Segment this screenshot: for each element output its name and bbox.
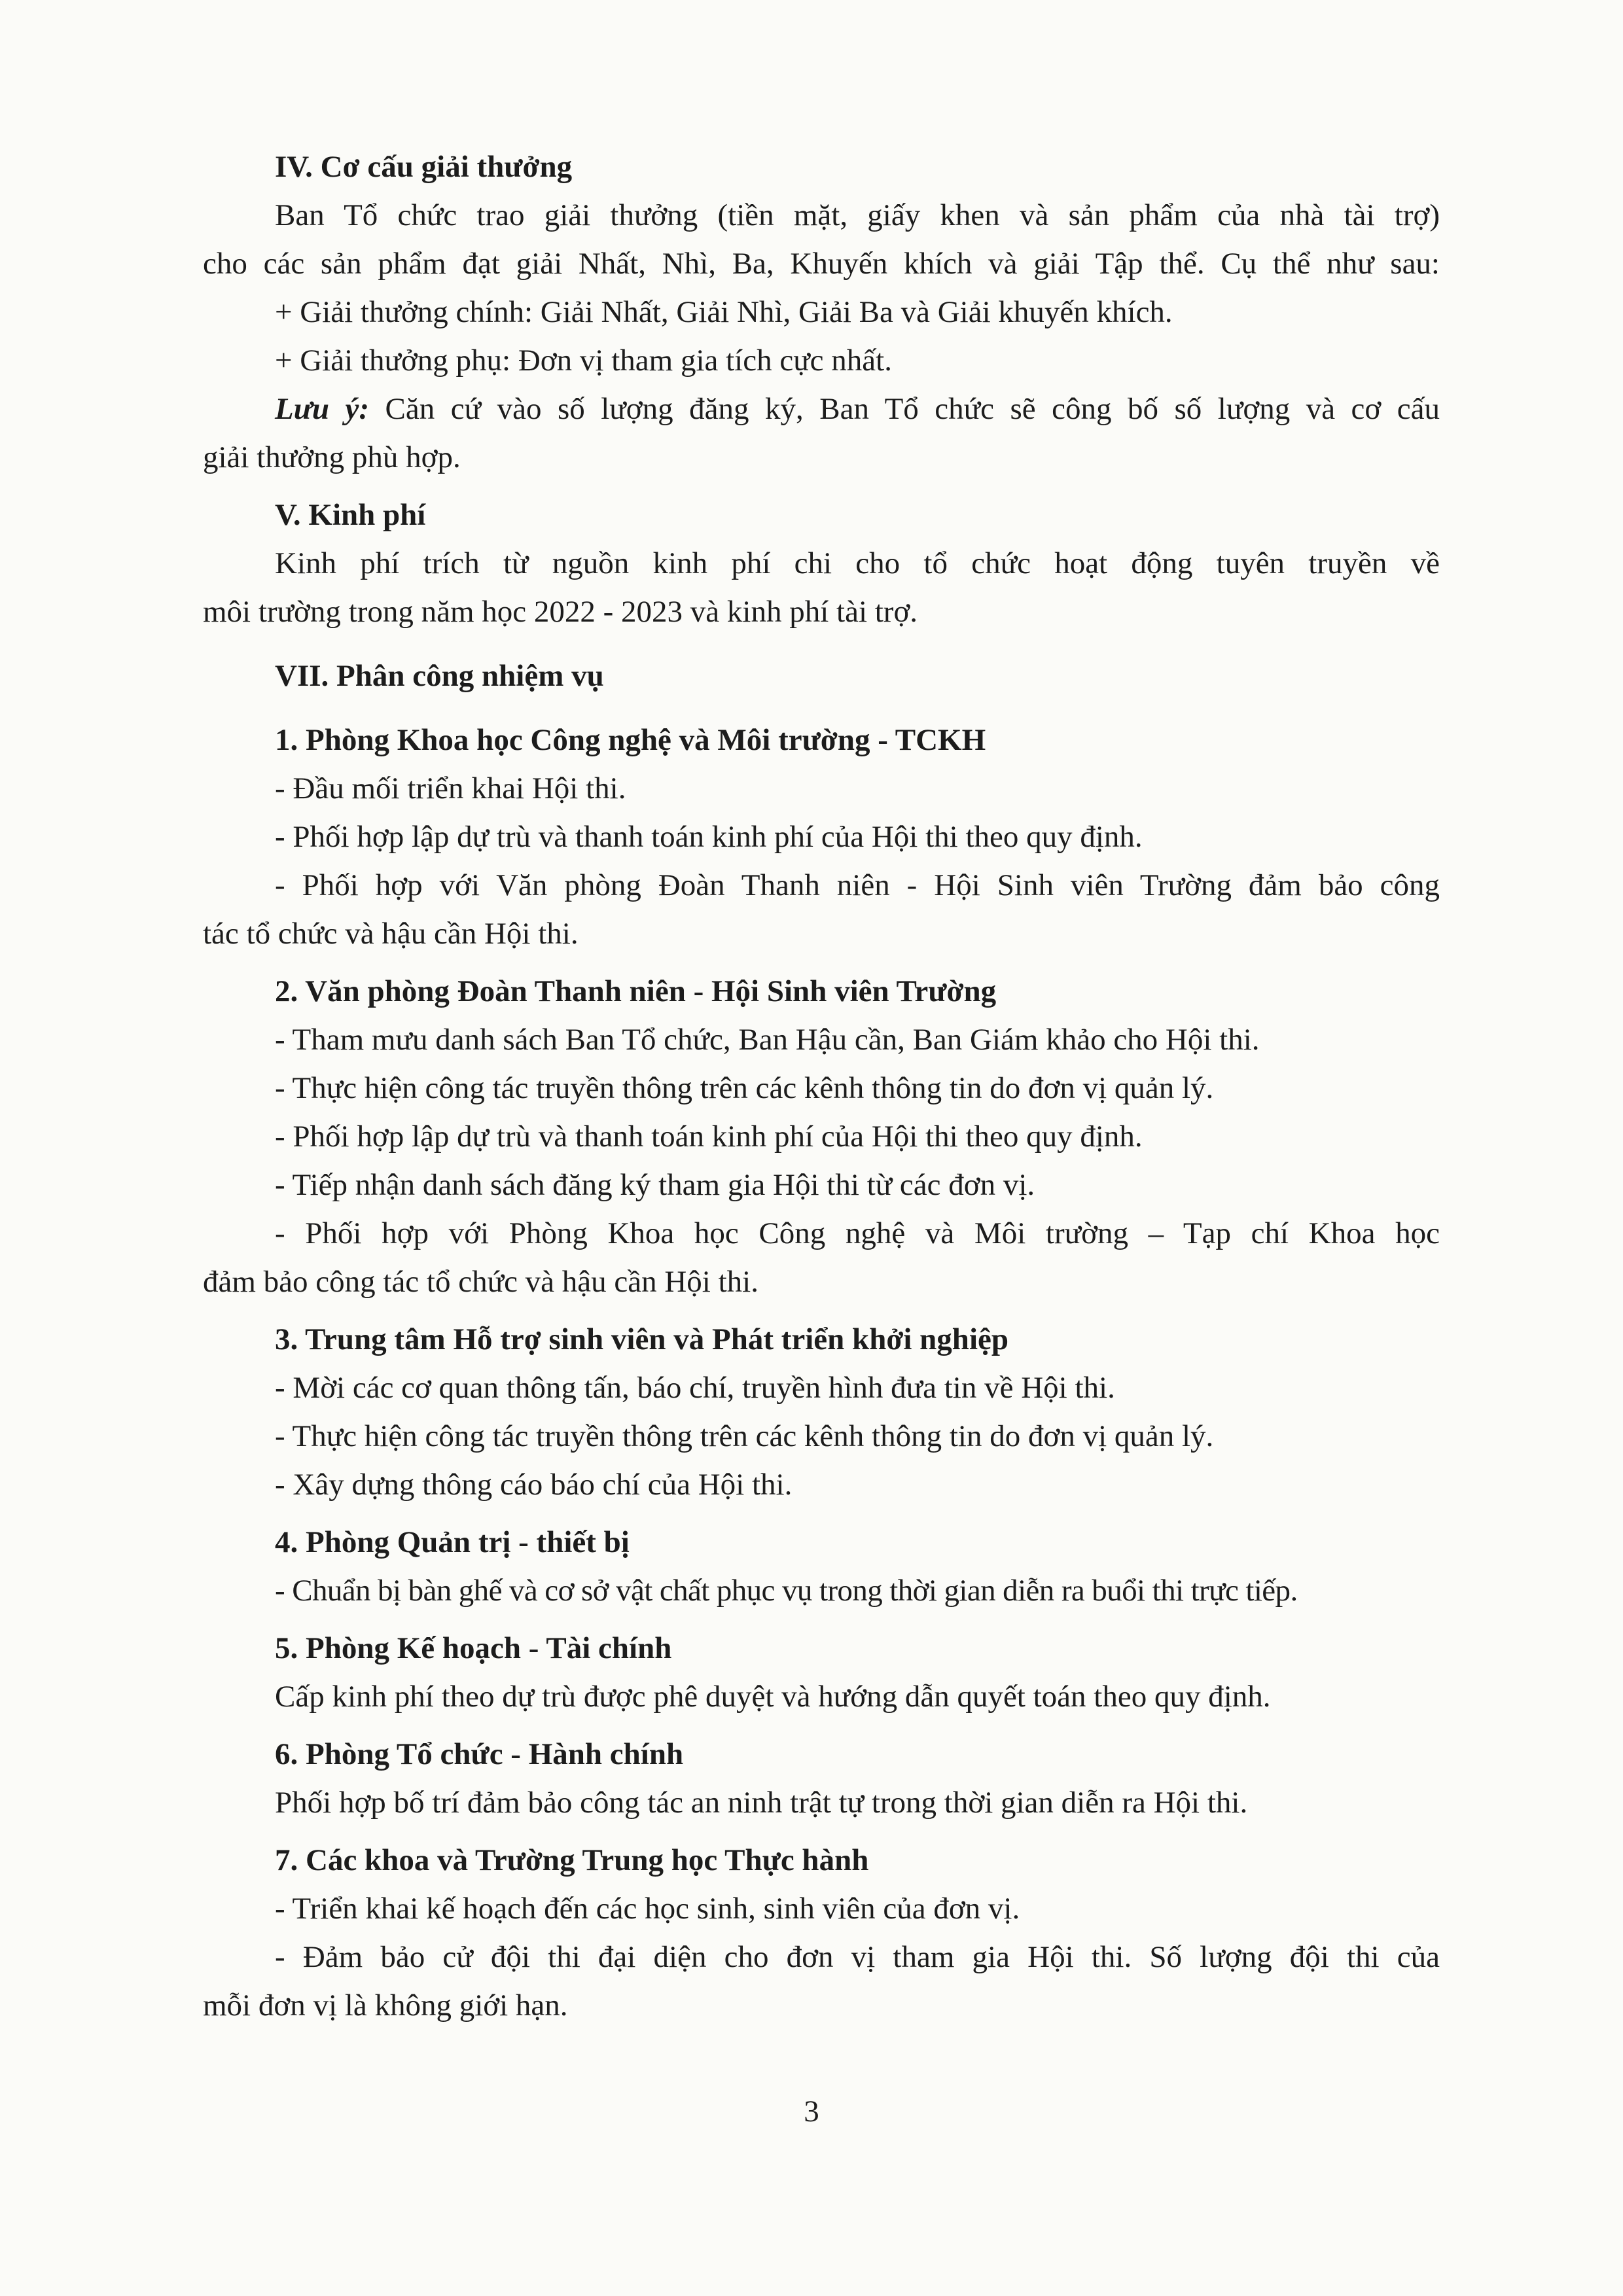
list-item: - Đầu mối triển khai Hội thi.	[275, 771, 626, 805]
list-item: - Phối hợp lập dự trù và thanh toán kinh phí của Hội thi theo quy định.	[275, 820, 1143, 854]
paragraph-line: cho các sản phẩm đạt giải Nhất, Nhì, Ba, Khuyến khích và giải Tập thể. Cụ thể như sau:	[203, 247, 1440, 281]
list-item: - Chuẩn bị bàn ghế và cơ sở vật chất phục vụ trong thời gian diễn ra buổi thi trực tiếp.	[275, 1574, 1298, 1608]
note-text: Căn cứ vào số lượng đăng ký, Ban Tổ chức sẽ công bố số lượng và cơ cấu	[369, 392, 1440, 426]
document-page	[203, 143, 1440, 2030]
note-label: Lưu ý:	[275, 392, 370, 426]
list-item: - Mời các cơ quan thông tấn, báo chí, truyền hình đưa tin về Hội thi.	[275, 1371, 1115, 1405]
list-item: - Đảm bảo cử đội thi đại diện cho đơn vị tham gia Hội thi. Số lượng đội thi của	[275, 1940, 1440, 1974]
list-item-continuation: tác tổ chức và hậu cần Hội thi.	[203, 917, 579, 951]
note-line	[203, 385, 1440, 433]
note-line: giải thưởng phù hợp.	[203, 440, 461, 474]
list-item: - Thực hiện công tác truyền thông trên các kênh thông tin do đơn vị quản lý.	[275, 1419, 1214, 1453]
list-item: - Triển khai kế hoạch đến các học sinh, sinh viên của đơn vị.	[275, 1892, 1020, 1926]
unit-heading: 3. Trung tâm Hỗ trợ sinh viên và Phát triển khởi nghiệp	[275, 1322, 1009, 1356]
list-item-continuation: đảm bảo công tác tổ chức và hậu cần Hội thi.	[203, 1265, 758, 1299]
paragraph-line: Cấp kinh phí theo dự trù được phê duyệt và hướng dẫn quyết toán theo quy định.	[275, 1680, 1271, 1714]
unit-heading: 6. Phòng Tổ chức - Hành chính	[275, 1737, 684, 1771]
unit-heading: 4. Phòng Quản trị - thiết bị	[275, 1525, 630, 1559]
list-item: + Giải thưởng phụ: Đơn vị tham gia tích cực nhất.	[275, 344, 892, 378]
list-item-continuation: mỗi đơn vị là không giới hạn.	[203, 1988, 568, 2022]
list-item: - Phối hợp lập dự trù và thanh toán kinh phí của Hội thi theo quy định.	[275, 1120, 1143, 1154]
unit-heading: 7. Các khoa và Trường Trung học Thực hành	[275, 1843, 869, 1877]
unit-heading: 2. Văn phòng Đoàn Thanh niên - Hội Sinh viên Trường	[275, 974, 997, 1008]
paragraph-line: Ban Tổ chức trao giải thưởng (tiền mặt, giấy khen và sản phẩm của nhà tài trợ)	[275, 198, 1440, 232]
list-item: - Thực hiện công tác truyền thông trên các kênh thông tin do đơn vị quản lý.	[275, 1071, 1214, 1105]
section-heading-vii: VII. Phân công nhiệm vụ	[275, 659, 604, 693]
list-item: - Tham mưu danh sách Ban Tổ chức, Ban Hậu cần, Ban Giám khảo cho Hội thi.	[275, 1023, 1260, 1057]
page-number: 3	[804, 2094, 819, 2128]
paragraph-line: môi trường trong năm học 2022 - 2023 và kinh phí tài trợ.	[203, 595, 918, 629]
list-item: - Xây dựng thông cáo báo chí của Hội thi.	[275, 1468, 793, 1502]
section-heading-v: V. Kinh phí	[275, 498, 426, 532]
paragraph-line: Phối hợp bố trí đảm bảo công tác an ninh trật tự trong thời gian diễn ra Hội thi.	[275, 1786, 1248, 1820]
unit-heading: 1. Phòng Khoa học Công nghệ và Môi trường - TCKH	[275, 723, 986, 757]
unit-heading: 5. Phòng Kế hoạch - Tài chính	[275, 1631, 672, 1665]
list-item: - Phối hợp với Phòng Khoa học Công nghệ và Môi trường – Tạp chí Khoa học	[275, 1216, 1440, 1250]
list-item: - Phối hợp với Văn phòng Đoàn Thanh niên - Hội Sinh viên Trường đảm bảo công	[275, 868, 1440, 902]
list-item: + Giải thưởng chính: Giải Nhất, Giải Nhì, Giải Ba và Giải khuyến khích.	[275, 295, 1173, 329]
paragraph-line: Kinh phí trích từ nguồn kinh phí chi cho tổ chức hoạt động tuyên truyền về	[275, 546, 1440, 580]
section-heading-iv: IV. Cơ cấu giải thưởng	[275, 150, 573, 184]
list-item: - Tiếp nhận danh sách đăng ký tham gia Hội thi từ các đơn vị.	[275, 1168, 1035, 1202]
